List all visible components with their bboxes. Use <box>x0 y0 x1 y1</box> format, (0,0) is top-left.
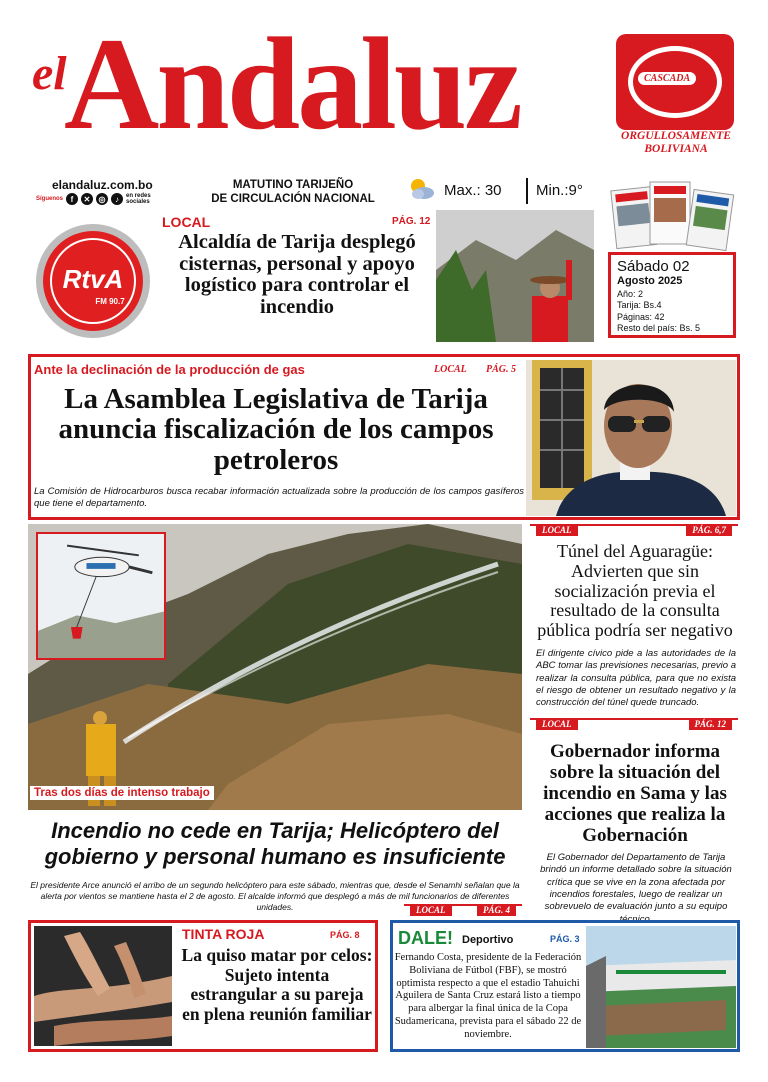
edition-month: Agosto 2025 <box>617 275 683 287</box>
story3-section: LOCAL <box>536 525 578 536</box>
edition-info <box>608 252 736 338</box>
story1-page: PÁG. 12 <box>392 216 431 227</box>
temp-max: Max.: 30 <box>444 182 502 199</box>
main-page: PÁG. 4 <box>477 905 516 916</box>
partly-sunny-icon <box>406 176 436 200</box>
main-section-tag <box>404 904 522 914</box>
edition-price-rest: Resto del país: Bs. 5 <box>617 322 701 333</box>
main-dek: El presidente Arce anunció el arribo de un segundo helicóptero para este sábado, mientras que, desde el Senamhi señalan que la alerta por vientos se mantiene hasta el 2 de agosto. El alcalde informó que desplegó a más de mil funcionarios de diferentes unidades. <box>30 880 520 913</box>
story2-photo[interactable] <box>526 360 736 516</box>
facebook-icon[interactable]: f <box>66 193 78 205</box>
stadium-photo[interactable] <box>586 926 736 1048</box>
story1-headline[interactable]: Alcaldía de Tarija desplegó cisternas, personal y apoyo logístico para controlar el incendio <box>178 231 416 318</box>
tinta-roja-section: TINTA ROJA <box>182 926 265 942</box>
story2-headline[interactable]: La Asamblea Legislativa de Tarija anuncia fiscalización de los campos petroleros <box>58 383 494 476</box>
social-links <box>36 193 156 205</box>
tinta-roja-photo[interactable] <box>34 926 172 1046</box>
main-photo-caption: Tras dos días de intenso trabajo <box>30 786 214 800</box>
story4-dek: El Gobernador del Departamento de Tarija brindó un informe detallado sobre la situación crítica que se vive en la zona afectada por incendios forestales, luego de realizar un sobrevuelo de evaluación junto a su equipo técnico. <box>540 852 732 925</box>
slogan-line-1: ORGULLOSAMENTE <box>621 130 731 142</box>
story2-section: LOCAL <box>434 364 467 375</box>
tiktok-icon[interactable]: ♪ <box>111 193 123 205</box>
newspaper-stack-image[interactable] <box>610 180 736 256</box>
radio-logo[interactable] <box>34 222 152 340</box>
cascada-logo[interactable] <box>616 34 734 130</box>
slogan-line-2: BOLIVIANA <box>644 143 708 156</box>
story3-headline[interactable]: Túnel del Aguaragüe: Advierten que sin socialización previa el resultado de la consulta pública podría ser negativo <box>537 541 733 641</box>
website-link[interactable]: elandaluz.com.bo <box>52 178 153 192</box>
main-section: LOCAL <box>410 905 452 916</box>
story3-section-tag <box>530 524 738 534</box>
radio-freq: FM 90.7 <box>95 297 125 306</box>
edition-price-tarija: Tarija: Bs.4 <box>617 300 662 311</box>
story3-dek: El dirigente cívico pide a las autoridades de la ABC tomar las previsiones necesarias, previo a realizar la consulta pública, para que no exista el riesgo de obtener un resultado negativo y la construcción del túnel quede truncado. <box>536 648 736 709</box>
temp-divider <box>526 178 528 204</box>
story2-dek: La Comisión de Hidrocarburos busca recabar información actualizada sobre la producción de los campos gasíferos que tiene el departamento. <box>34 486 524 510</box>
instagram-icon[interactable]: ◎ <box>96 193 108 205</box>
edition-year: Año: 2 <box>617 289 644 299</box>
edition-day: Sábado 02 <box>617 258 690 275</box>
story2-kicker: Ante la declinación de la producción de gas <box>34 362 305 377</box>
masthead-el: el <box>32 47 67 100</box>
dale-story-text[interactable]: Fernando Costa, presidente de la Federación Boliviana de Fútbol (FBF), se mostró optimista respecto a que el estadio Tahuichi Aguilera de Santa Cruz estará listo a tiempo para albergar la final única de la Copa Sudamericana, prevista para el sábado 22 de noviembre. <box>394 952 582 1040</box>
masthead-title[interactable]: Andaluz <box>64 10 520 157</box>
cascada-label: CASCADA <box>638 72 696 85</box>
story1-section: LOCAL <box>162 214 211 230</box>
tagline-line-2: DE CIRCULACIÓN NACIONAL <box>211 193 375 206</box>
follow-label: Síguenos <box>36 196 64 202</box>
sponsor-slogan <box>614 130 738 156</box>
story4-page: PÁG. 12 <box>689 719 733 730</box>
story2-page: PÁG. 5 <box>486 364 516 375</box>
tagline-line-1: MATUTINO TARIJEÑO <box>232 179 354 191</box>
tagline <box>208 178 378 207</box>
story3-page: PÁG. 6,7 <box>686 525 732 536</box>
edition-pages: Páginas: 42 <box>617 311 665 322</box>
story1-photo[interactable] <box>436 210 594 342</box>
story4-headline[interactable]: Gobernador informa sobre la situación del incendio en Sama y las acciones que realiza la Gobernación <box>543 741 727 846</box>
dale-section: Deportivo <box>462 934 514 946</box>
story4-section-tag <box>530 718 738 728</box>
dale-page: PÁG. 3 <box>550 934 580 944</box>
temp-min: Min.:9° <box>536 182 583 199</box>
social-network-label: en redes sociales <box>126 193 151 205</box>
x-icon[interactable]: ✕ <box>81 193 93 205</box>
helicopter-inset-photo[interactable] <box>36 532 166 660</box>
dale-brand: DALE! <box>398 928 453 948</box>
tinta-roja-headline[interactable]: La quiso matar por celos: Sujeto intenta estrangular a su pareja en plena reunión familiar <box>181 945 373 1024</box>
tinta-roja-page: PÁG. 8 <box>330 930 360 940</box>
story4-section: LOCAL <box>536 719 578 730</box>
main-headline[interactable]: Incendio no cede en Tarija; Helicóptero del gobierno y personal humano es insuficiente <box>44 818 506 870</box>
radio-name: RtvA <box>62 264 124 294</box>
